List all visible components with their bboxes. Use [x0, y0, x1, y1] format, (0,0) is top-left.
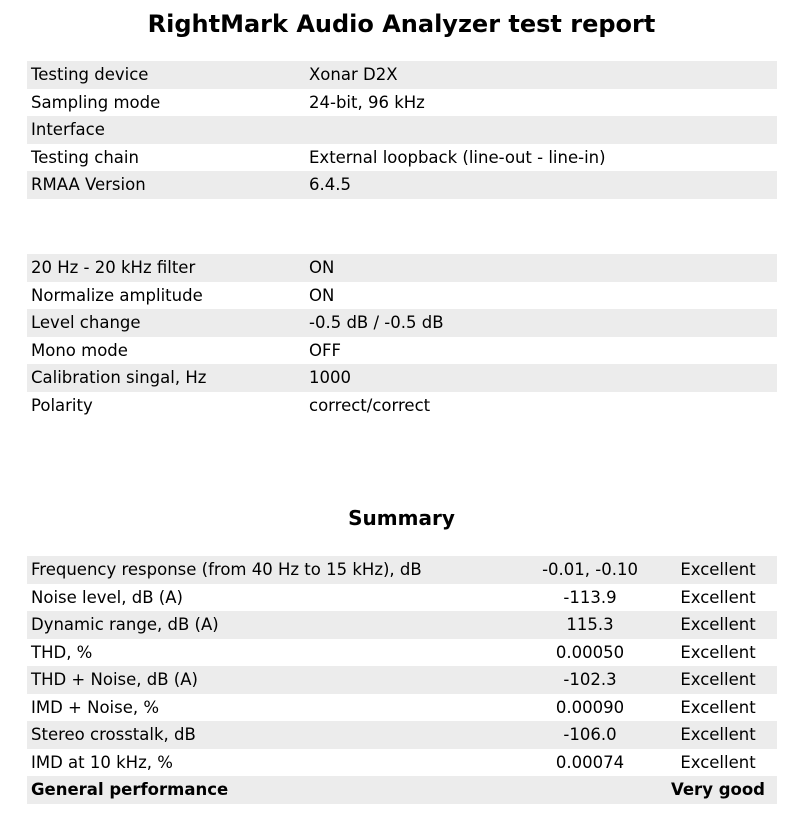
row-rating: Excellent: [680, 642, 756, 662]
row-value: ON: [305, 254, 777, 282]
table-row: [27, 611, 777, 639]
row-value: 0.00074: [555, 752, 625, 772]
table-row: [27, 584, 777, 612]
table-row: [27, 666, 777, 694]
row-label: 20 Hz - 20 kHz filter: [27, 254, 305, 282]
table-row: [27, 556, 777, 584]
row-rating: Excellent: [680, 697, 756, 717]
report-title: RightMark Audio Analyzer test report: [147, 10, 656, 38]
table-row: [27, 254, 777, 282]
row-rating: Excellent: [659, 556, 777, 584]
row-value: 24-bit, 96 kHz: [309, 92, 425, 112]
row-value: External loopback (line-out - line-in): [309, 147, 606, 167]
table-row: [27, 721, 777, 749]
table-row: [27, 337, 777, 365]
row-label: Testing chain: [31, 147, 139, 167]
table-row: [27, 364, 777, 392]
general-performance-row: [27, 776, 777, 804]
row-value: -0.5 dB / -0.5 dB: [305, 309, 777, 337]
table-row: [27, 639, 777, 667]
row-label: Mono mode: [31, 340, 128, 360]
row-rating: Excellent: [659, 721, 777, 749]
row-value: [305, 116, 777, 144]
table-row: [27, 309, 777, 337]
row-value: -0.01, -0.10: [521, 556, 659, 584]
row-value: -113.9: [563, 587, 617, 607]
row-label: Sampling mode: [31, 92, 161, 112]
row-label: IMD + Noise, %: [31, 697, 160, 717]
row-label: General performance: [27, 776, 521, 804]
row-value: correct/correct: [309, 395, 431, 415]
row-value: [521, 776, 659, 804]
summary-heading: Summary: [348, 506, 455, 530]
row-label: Noise level, dB (A): [31, 587, 183, 607]
row-label: RMAA Version: [27, 171, 305, 199]
table-row: [27, 694, 777, 722]
row-label: THD + Noise, dB (A): [27, 666, 521, 694]
table-row: [27, 61, 777, 89]
row-rating: Excellent: [659, 611, 777, 639]
row-label: Level change: [27, 309, 305, 337]
row-value: 1000: [305, 364, 777, 392]
table-row: [27, 171, 777, 199]
row-value: 115.3: [521, 611, 659, 639]
summary-table: [27, 556, 777, 804]
row-value: 6.4.5: [305, 171, 777, 199]
row-label: Calibration singal, Hz: [27, 364, 305, 392]
row-label: Polarity: [31, 395, 93, 415]
row-rating: Excellent: [659, 666, 777, 694]
row-rating: Excellent: [680, 587, 756, 607]
row-label: Testing device: [27, 61, 305, 89]
table-row: [27, 749, 777, 777]
row-rating: Very good: [659, 776, 777, 804]
table-row: [27, 116, 777, 144]
row-value: 0.00050: [555, 642, 625, 662]
table-row: [27, 392, 777, 420]
row-label: IMD at 10 kHz, %: [31, 752, 173, 772]
test-settings-table: [27, 254, 777, 419]
row-value: OFF: [309, 340, 341, 360]
row-value: 0.00090: [555, 697, 625, 717]
table-row: [27, 282, 777, 310]
row-value: -102.3: [521, 666, 659, 694]
table-row: [27, 144, 777, 172]
row-value: -106.0: [521, 721, 659, 749]
row-label: Normalize amplitude: [31, 285, 203, 305]
table-row: [27, 89, 777, 117]
row-label: THD, %: [31, 642, 93, 662]
row-label: Dynamic range, dB (A): [27, 611, 521, 639]
row-label: Stereo crosstalk, dB: [27, 721, 521, 749]
row-rating: Excellent: [680, 752, 756, 772]
row-label: Frequency response (from 40 Hz to 15 kHz), dB: [27, 556, 521, 584]
row-label: Interface: [27, 116, 305, 144]
row-value: Xonar D2X: [305, 61, 777, 89]
row-value: ON: [309, 285, 335, 305]
device-info-table: [27, 61, 777, 199]
